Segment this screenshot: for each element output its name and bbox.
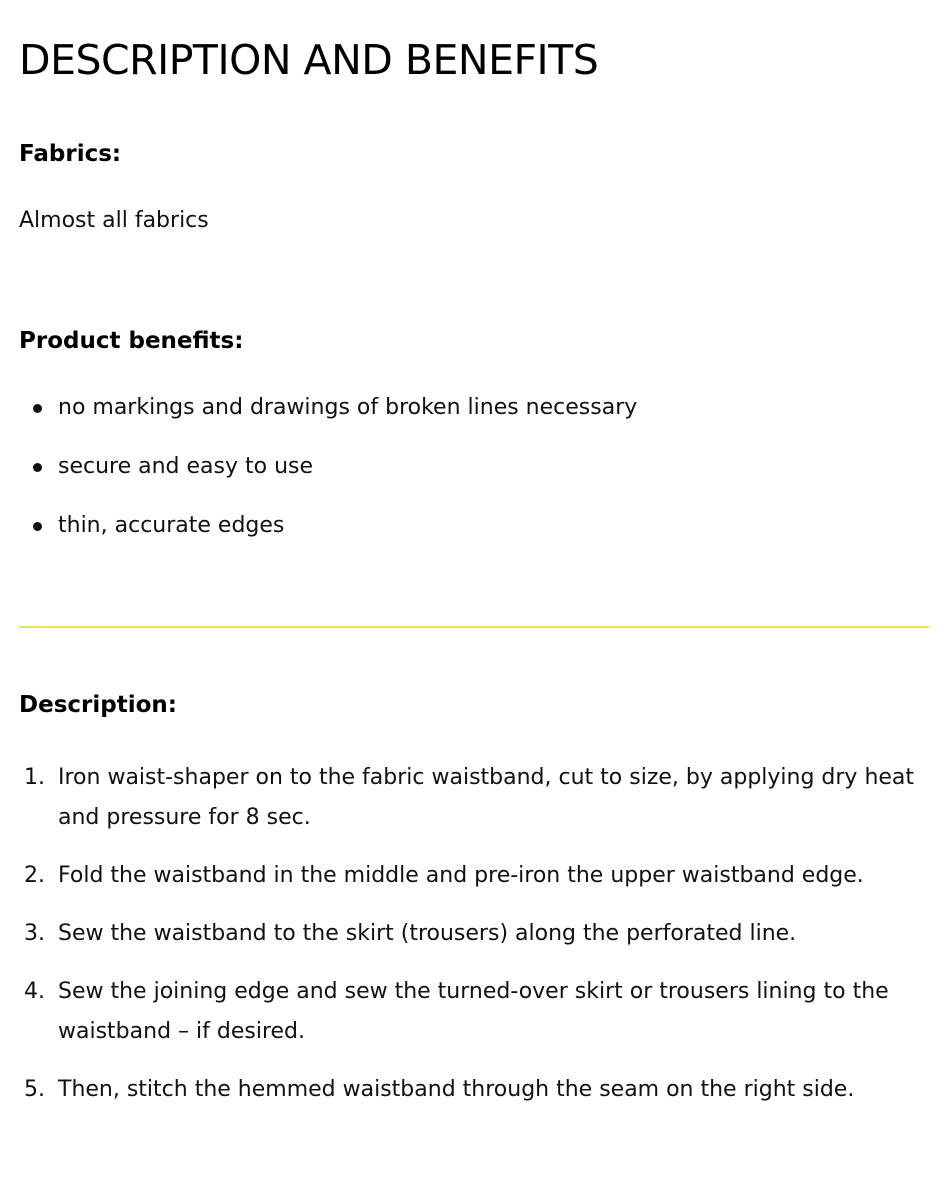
fabrics-heading: Fabrics: bbox=[19, 141, 122, 167]
bullet-icon bbox=[33, 522, 42, 531]
step-item bbox=[19, 758, 931, 838]
fabrics-text: Almost all fabrics bbox=[19, 208, 209, 233]
description-steps-list bbox=[19, 758, 931, 1128]
benefit-item bbox=[19, 393, 919, 423]
step-text: Sew the joining edge and sew the turned-over skirt or trousers lining to the waistband – if desired. bbox=[58, 979, 889, 1044]
step-number: 4. bbox=[24, 979, 45, 1004]
step-text: Fold the waistband in the middle and pre-iron the upper waistband edge. bbox=[58, 863, 864, 888]
step-number: 2. bbox=[24, 863, 45, 888]
section-divider bbox=[19, 626, 929, 628]
bullet-icon bbox=[33, 463, 42, 472]
benefit-item bbox=[19, 511, 919, 541]
step-item bbox=[19, 1070, 931, 1110]
step-item bbox=[19, 856, 931, 896]
benefit-text: secure and easy to use bbox=[58, 454, 314, 479]
step-text: Iron waist-shaper on to the fabric waistband, cut to size, by applying dry heat and pressure for 8 sec. bbox=[58, 765, 915, 830]
product-benefits-list bbox=[19, 393, 919, 570]
product-benefits-heading: Product benefits: bbox=[19, 328, 244, 354]
description-heading: Description: bbox=[19, 692, 177, 718]
step-number: 3. bbox=[24, 921, 45, 946]
benefit-text: no markings and drawings of broken lines necessary bbox=[58, 395, 638, 420]
step-item bbox=[19, 914, 931, 954]
bullet-icon bbox=[33, 404, 42, 413]
benefit-item bbox=[19, 452, 919, 482]
step-text: Sew the waistband to the skirt (trousers) along the perforated line. bbox=[58, 921, 797, 946]
step-item bbox=[19, 972, 931, 1052]
step-number: 1. bbox=[24, 765, 45, 790]
page-title: DESCRIPTION AND BENEFITS bbox=[19, 36, 599, 84]
step-text: Then, stitch the hemmed waistband through the seam on the right side. bbox=[58, 1077, 855, 1102]
benefit-text: thin, accurate edges bbox=[58, 513, 285, 538]
step-number: 5. bbox=[24, 1077, 45, 1102]
